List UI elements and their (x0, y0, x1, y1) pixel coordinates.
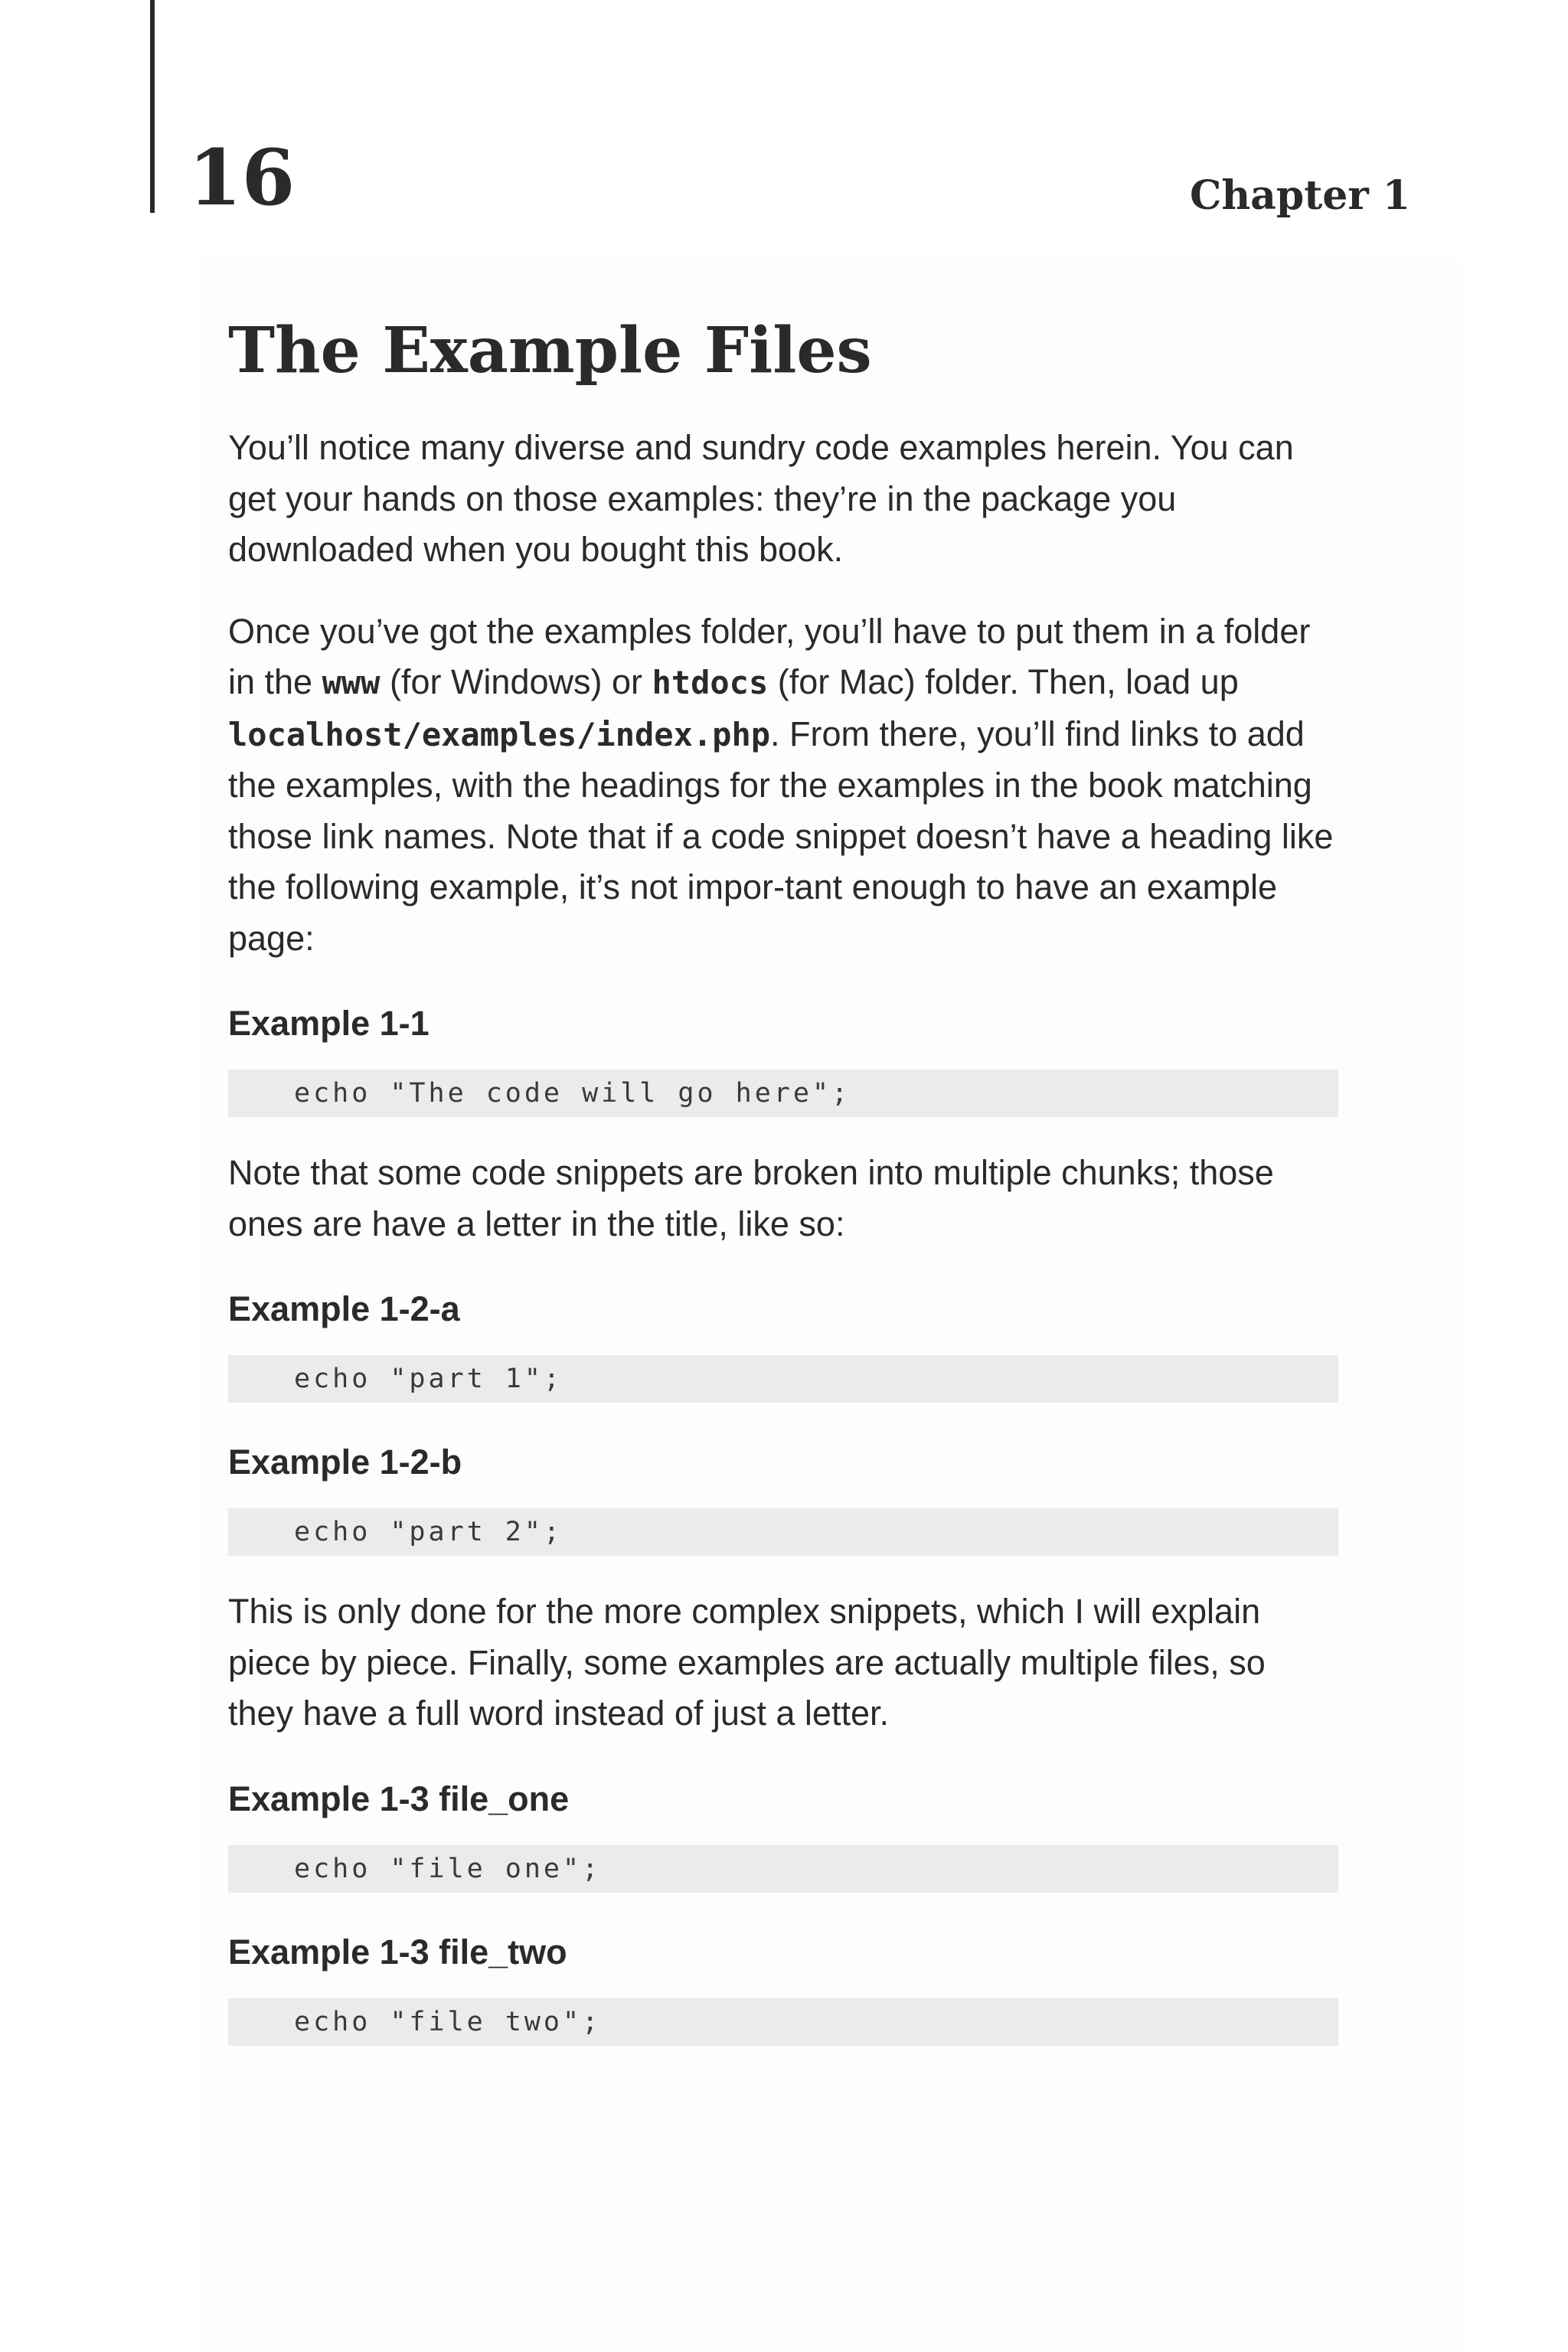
page-content (228, 312, 1338, 2076)
paragraph-chunks: Note that some code snippets are broken into multiple chunks; those ones are have a letter in the title, like so: (228, 1153, 1274, 1243)
paragraph-multiple-files: This is only done for the more complex snippets, which I will explain piece by piece. Finally, some examples are actually multiple files, so they have a full word instead of just a letter. (228, 1592, 1266, 1733)
code-block: echo "file one"; (228, 1845, 1338, 1893)
paragraph-setup-text-1: Once you’ve got the examples folder, you’ll have to put them in a folder in the (228, 611, 1311, 701)
paragraph-setup-text-3: (for Mac) folder. Then, load up (768, 662, 1239, 701)
code-block: echo "The code will go here"; (228, 1070, 1338, 1117)
code-block: echo "part 1"; (228, 1355, 1338, 1403)
paragraph-intro: You’ll notice many diverse and sundry code examples herein. You can get your hands on those examples: they’re in the package you downloaded when you bought this book. (228, 428, 1294, 569)
inline-code-htdocs: htdocs (652, 664, 769, 701)
paragraph-setup-text-2: (for Windows) or (380, 662, 652, 701)
example-heading: Example 1-3 file_two (228, 1932, 567, 1971)
code-block: echo "file two"; (228, 1998, 1338, 2046)
page-number: 16 (188, 132, 296, 223)
chapter-label: Chapter 1 (1189, 172, 1410, 219)
paragraph-setup (228, 606, 1338, 965)
example-heading: Example 1-3 file_one (228, 1779, 570, 1818)
code-block: echo "part 2"; (228, 1508, 1338, 1556)
margin-rule (150, 0, 155, 213)
example-heading: Example 1-1 (228, 1004, 430, 1043)
example-heading: Example 1-2-a (228, 1289, 460, 1328)
section-title: The Example Files (228, 314, 872, 387)
paragraph-setup-text-4: . From there, you’ll find links to add the examples, with the headings for the examples in the book matching those link names. Note that if a code snippet doesn’t have a heading like the following example, it’s not impor-tant enough to have an example page: (228, 714, 1334, 958)
example-heading: Example 1-2-b (228, 1442, 462, 1481)
inline-code-url: localhost/examples/index.php (228, 715, 771, 753)
inline-code-www: www (322, 664, 381, 701)
